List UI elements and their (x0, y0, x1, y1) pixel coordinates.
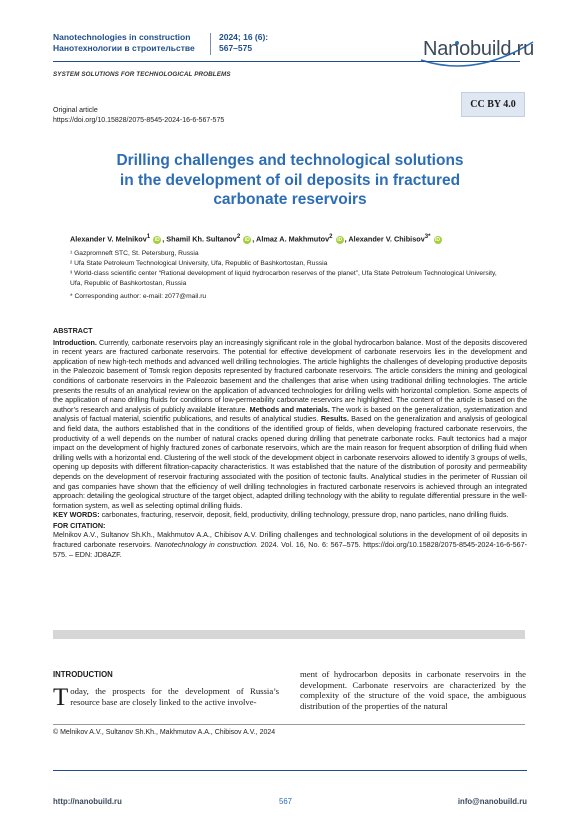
article-type: Original article (53, 107, 98, 114)
section-divider-bar (53, 630, 525, 639)
author-name[interactable]: Alexander V. Melnikov (70, 234, 147, 244)
issue-info (219, 32, 268, 54)
license-badge[interactable]: CC BY 4.0 (461, 92, 525, 117)
citation-part-a: Melnikov A.V., Sultanov Sh.Kh., Makhmutov A.A., Chibisov A.V. Drilling challenges and technological solutions in the development of oil deposits in fractured carbonate reservoirs. (53, 530, 527, 550)
affiliation-3: ³ World-class scientific center “Rational development of liquid hydrocarbon reserves of the planet”, Ufa State Petroleum Technological University, Ufa, Republic of Bashkortostan, Russia (70, 270, 497, 287)
abstract-intro-label: Introduction. (53, 337, 97, 347)
keywords-label: KEY WORDS: (53, 510, 100, 520)
abstract-results-label: Results. (320, 414, 349, 424)
title-line: carbonate reservoirs (213, 191, 367, 208)
section-label: SYSTEM SOLUTIONS FOR TECHNOLOGICAL PROBLEMS (53, 71, 231, 78)
issue-pages: 567–575 (219, 43, 253, 53)
header-divider (210, 33, 211, 55)
corresponding-author: * Corresponding author: e-mail: z077@mail.ru (70, 293, 207, 300)
title-line: Drilling challenges and technological solutions (116, 152, 464, 169)
affiliations (70, 249, 510, 302)
citation-part-b: 2024. Vol. 16, No. 6: 567–575. https://doi.org/10.15828/2075-8545-2024-16-6-567-575. – EDN: JD8AZF. (53, 540, 527, 559)
orcid-icon[interactable]: iD (435, 236, 441, 243)
article-title (60, 151, 520, 210)
intro-left-column (53, 684, 279, 711)
nanobuild-logo[interactable] (415, 34, 540, 74)
affiliation-1: ¹ Gazpromneft STC, St. Petersburg, Russia (70, 250, 199, 257)
logo-text: Nanobuild.ru (423, 38, 535, 60)
author-sup: 3* (424, 233, 431, 240)
footer-url[interactable]: http://nanobuild.ru (53, 797, 122, 806)
citation-label: FOR CITATION: (53, 520, 106, 530)
footer-email[interactable]: info@nanobuild.ru (457, 797, 527, 806)
title-line: in the development of oil deposits in fractured (119, 171, 461, 189)
doi-link[interactable]: https://doi.org/10.15828/2075-8545-2024-16-6-567-575 (53, 117, 225, 124)
journal-name (53, 32, 195, 54)
author-name[interactable]: Alexander V. Chibisov (348, 234, 425, 244)
abstract-intro-text: Currently, carbonate reservoirs play an increasingly significant role in the global hydrocarbon balance. Most of the deposits discovered in recent years are fractured carbonate reservoirs. The potential for effective development of carbonate reservoirs lies in the development and application of new high-tech methods and advanced well drilling technologies. The article highlights the challenges of developing productive deposits in the Paleozoic basement of Tomsk region deposits represented by fractured carbonate reservoirs. The article considers the mining and geological conditions of carbonate reservoirs in the Paleozoic basement and the challenges that arise when using traditional drilling technologies. The article presents the results of an analytical review on the application of advanced technologies for drilling wells with horizontal completion. Some aspects of the application of nano drilling fluids for conditions of low-permeability carbonate reservoirs are highlighted. The content of the article is based on the author’s research and analysis of publicly available literature. (53, 337, 527, 414)
keywords (53, 510, 527, 520)
abstract-methods-label: Methods and materials. (249, 404, 330, 414)
journal-header (53, 32, 533, 92)
affiliation-2: ² Ufa State Petroleum Technological University, Ufa, Republic of Bashkortostan, Russia (70, 260, 328, 267)
author-sup: 2 (236, 233, 241, 240)
abstract-text (53, 338, 527, 511)
header-rule (53, 61, 520, 62)
orcid-icon[interactable]: iD (337, 236, 343, 243)
footnote-rule (53, 724, 525, 725)
author-list: Alexander V. Melnikov$^1$ iD , Shamil Kh. Sultanov$^2$ iD , Almaz A. Makhmutov$^2$ iD , Alexander V. Chibisov$^{3*}$ iD (70, 233, 441, 244)
author-name[interactable]: Almaz A. Makhmutov (256, 234, 330, 244)
author-sup: 1 (146, 233, 151, 240)
journal-name-ru: Нанотехнологии в строительстве (53, 43, 195, 53)
abstract-section (53, 326, 527, 559)
author-sup: 2 (329, 233, 333, 240)
orcid-icon[interactable]: iD (154, 236, 160, 243)
intro-right-column: ment of hydrocarbon deposits in carbonate reservoirs in the development. Carbonate reservoirs are characterized by the complexity of the structure of the void space, the ambiguous distribution of the properties of the natural (300, 669, 526, 711)
abstract-methods-text: The work is based on the generalization, systematization and analysis of factual material, scientific publications, and results of analytical studies. (53, 404, 527, 424)
citation-text (53, 530, 527, 559)
copyright-notice: © Melnikov A.V., Sultanov Sh.Kh., Makhmutov A.A., Chibisov A.V., 2024 (53, 729, 276, 736)
orcid-icon[interactable]: iD (244, 236, 250, 243)
page-number: 567 (279, 797, 293, 806)
author-name[interactable]: Shamil Kh. Sultanov (166, 234, 237, 244)
intro-left-text: oday, the prospects for the development of Russia’s resource base are closely linked to the active involve- (70, 686, 279, 707)
drop-cap: T (53, 684, 69, 711)
journal-name-en: Nanotechnologies in construction (53, 32, 191, 42)
keywords-text: carbonates, fracturing, reservoir, deposit, field, productivity, drilling technology, pressure drop, nano particles, nano drilling fluids. (99, 510, 509, 520)
abstract-results-text: Based on the generalization and analysis of geological and field data, the authors established that in the conditions of the identified group of fields, when developing fractured carbonate reservoirs, the productivity of a well depends on the number of natural cracks opened during drilling that penetrate carbonate rocks. Fault tectonics had a major impact on the development of highly fractured zones of carbonate reservoirs, which are the main reason for frequent absorption of drilling fluid when drilling wells with a horizontal end. Clustering of the well stock of the development object in carbonate reservoirs allowed to identify 3 groups of wells, opening up deposits with different filtration-capacity characteristics. It was established that the nature of the distribution of porosity and permeability depends on the development of reservoir fracturing associated with the position of tectonic faults. Analytical studies in the perimeter of Russian oil and gas companies have shown that the efficiency of well drilling technologies in fractured carbonate reservoirs is achieved through an integrated approach: detailing the geological structure of the target object, adapted drilling technology with the ability to regulate differential pressure in the well-formation system, as well as selecting optimal drilling fluids. (53, 414, 527, 510)
abstract-heading: ABSTRACT (53, 326, 93, 335)
footer-decoration (0, 765, 580, 777)
issue-volume: 2024; 16 (6): (219, 32, 269, 42)
introduction-heading: INTRODUCTION (53, 670, 113, 679)
citation-journal: Nanotechnology in construction. (154, 540, 259, 550)
